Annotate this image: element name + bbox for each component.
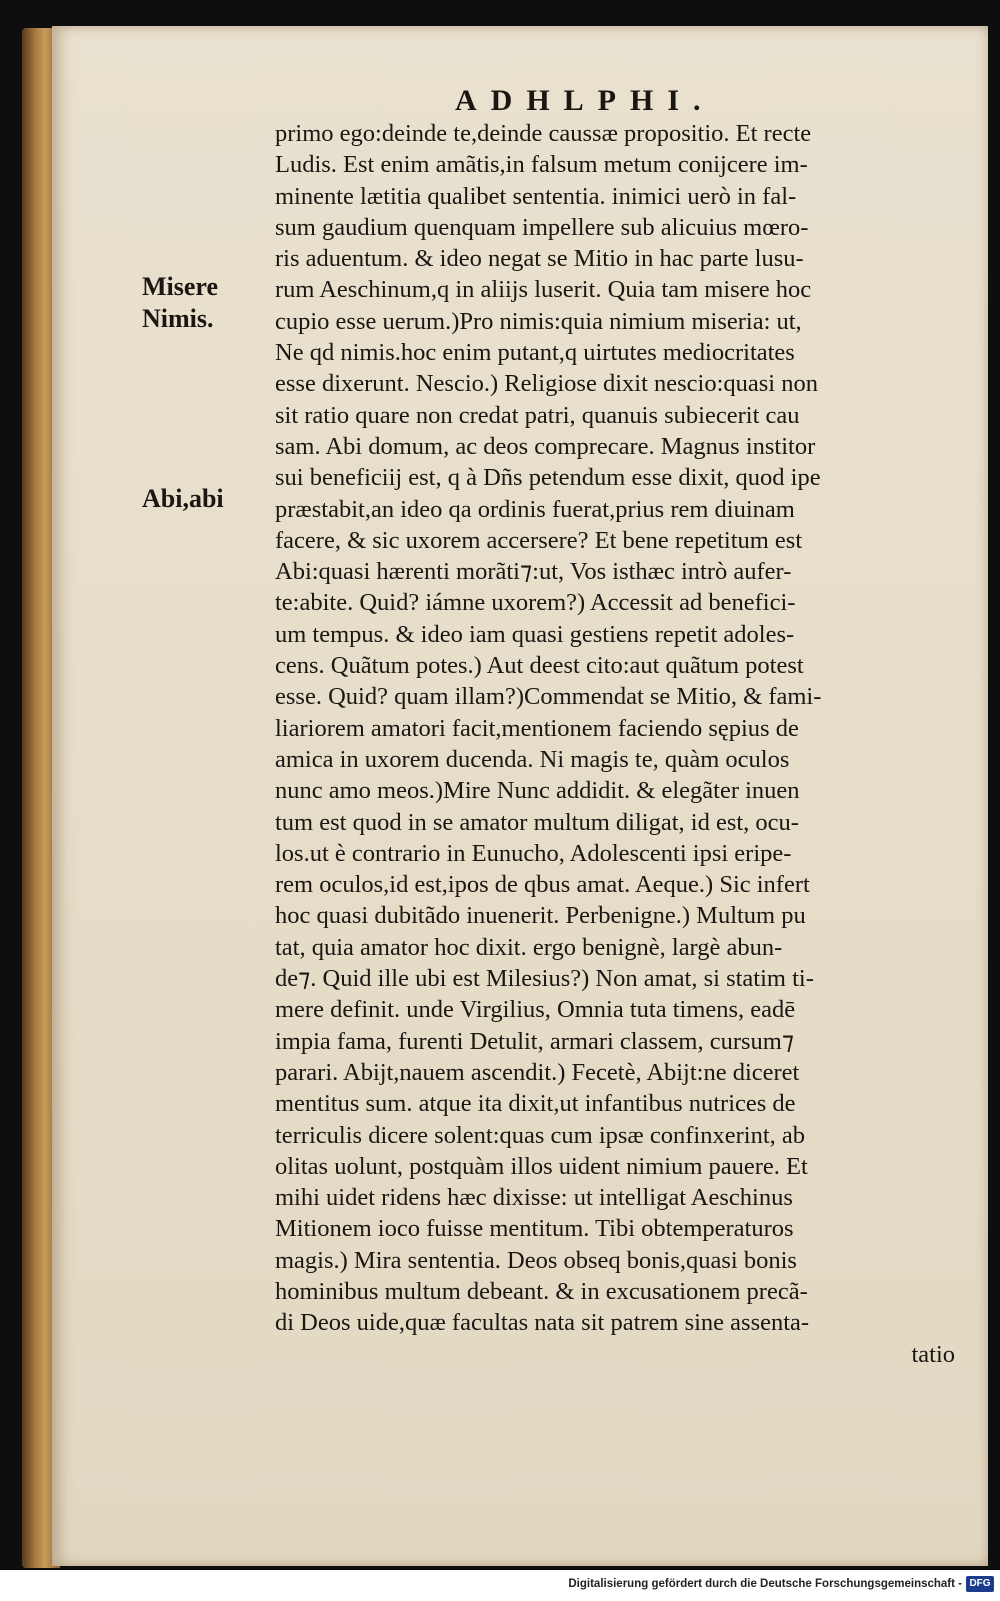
text-line: facere, & sic uxorem accersere? Et bene repetitum est [275,526,803,554]
text-line: rem oculos,id est,ipos de qbus amat. Aeque.) Sic infert [275,871,810,899]
text-line: esse dixerunt. Nescio.) Religiose dixit nescio:quasi non [275,370,818,398]
marginal-note-abi: Abi,abi [142,484,224,513]
catchword: tatio [911,1340,955,1368]
text-line: parari. Abĳt,nauem ascendit.) Fecetè, Abĳt:ne diceret [275,1058,800,1086]
text-line: sam. Abi domum, ac deos comprecare. Magnus institor [275,432,816,460]
text-line: ris aduentum. & ideo negat se Mitio in hac parte lusu- [275,245,804,273]
funding-credit: Digitalisierung gefördert durch die Deutsche Forschungsgemeinschaft - [568,1578,962,1590]
text-line: rum Aeschinum,q in aliĳs luserit. Quia tam misere hoc [275,276,812,304]
text-line: tum est quod in se amator multum diligat, id est, ocu- [275,808,799,836]
text-line: amica in uxorem ducenda. Ni magis te, quàm oculos [275,745,790,773]
text-line: olitas uolunt, postquàm illos uident nimium pauere. Et [275,1152,808,1180]
text-line: nunc amo meos.)Mire Nunc addidit. & elegãter inuen [275,777,800,805]
text-line: Mitionem ioco fuisse mentitum. Tibi obtemperaturos [275,1215,794,1243]
text-line: cupio esse uerum.)Pro nimis:quia nimium miseria: ut, [275,307,802,335]
text-line: di Deos uide,quæ facultas nata sit patrem sine assenta- [275,1309,810,1337]
footer-bar [0,1570,1000,1601]
text-line: tat, quia amator hoc dixit. ergo benignè, largè abun- [275,933,783,961]
text-line: hoc quasi dubitãdo inuenerit. Perbenigne.) Multum pu [275,902,806,930]
text-line: terriculis dicere solent:quas cum ipsæ confinxerint, ab [275,1121,806,1149]
text-line: Ludis. Est enim amãtis,in falsum metum conijcere im- [275,151,808,179]
text-line: mentitus sum. atque ita dixit,ut infantibus nutrices de [275,1090,796,1118]
text-line: impia fama, furenti Detulit, armari classem, cursum⁊ [275,1027,795,1055]
text-line: esse. Quid? quam illam?)Commendat se Mitio, & fami- [275,683,822,711]
text-line: cens. Quãtum potes.) Aut deest cito:aut quãtum potest [275,652,804,680]
text-line: Ne qd nimis.hoc enim putant,q uirtutes mediocritates [275,339,795,367]
text-line: minente lætitia qualibet sententia. inimici uerò in fal- [275,182,797,210]
dfg-logo: DFG [966,1576,994,1592]
text-line: los.ut è contrario in Eunucho, Adolescenti ipsi eripe- [275,839,792,867]
text-line: sui beneficiĳ est, q à Dñs petendum esse dixit, quod ipe [275,464,821,492]
text-line: magis.) Mira sententia. Deos obseq bonis,quasi bonis [275,1246,797,1274]
text-line: hominibus multum debeant. & in excusationem precã- [275,1277,808,1305]
marginal-note-misere: Misere [142,272,219,301]
text-line: sit ratio quare non credat patri, quanuis subiecerit cau [275,401,800,429]
body-text [275,118,955,1370]
text-line: de⁊. Quid ille ubi est Milesius?) Non amat, si statim ti- [275,965,814,993]
text-line: Abi:quasi hærenti morãti⁊:ut, Vos isthæc intrò aufer- [275,558,792,586]
text-line: præstabit,an ideo qa ordinis fuerat,prius rem diuinam [275,495,795,523]
marginal-note-nimis: Nimis. [142,304,214,333]
text-line: sum gaudium quenquam impellere sub alicuius mœro- [275,213,809,241]
text-line: um tempus. & ideo iam quasi gestiens repetit adoles- [275,620,795,648]
text-line: mere definit. unde Virgilius, Omnia tuta timens, eadē [275,996,796,1024]
text-line: primo ego:deinde te,deinde caussæ propositio. Et recte [275,120,812,147]
text-line: liariorem amatori facit,mentionem faciendo sępius de [275,714,799,742]
text-line: mihi uidet ridens hæc dixisse: ut intelligat Aeschinus [275,1184,793,1212]
text-line: te:abite. Quid? iámne uxorem?) Accessit ad benefici- [275,589,796,617]
running-head: ADHLPHI. [455,84,715,117]
